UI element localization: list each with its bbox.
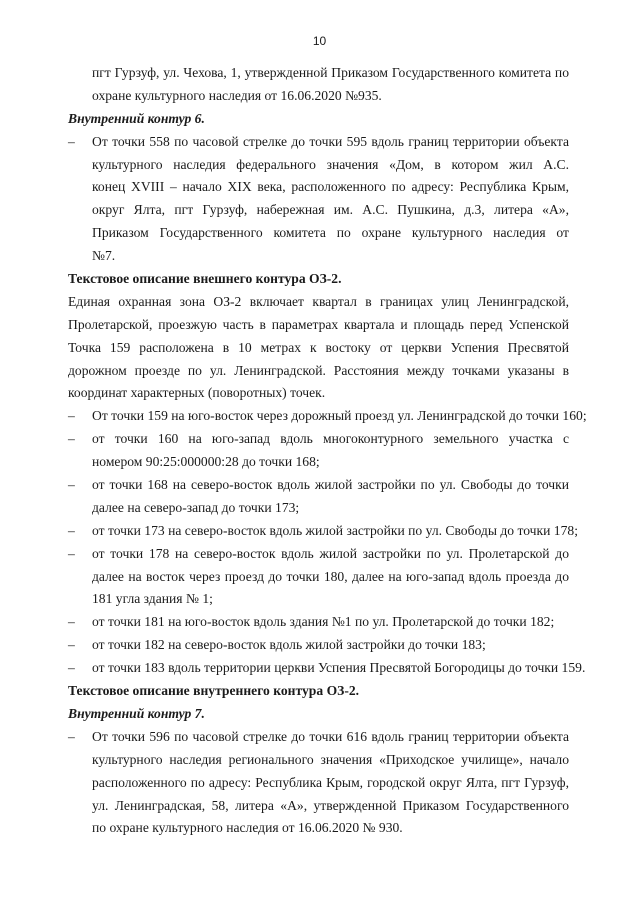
list-item (68, 131, 569, 268)
text-line: от точки 160 на юго-запад вдоль многоконтурного земельного участка с (92, 431, 569, 447)
page-number: 10 (312, 34, 327, 48)
text-line: от точки 181 на юго-восток вдоль здания №1 по ул. Пролетарской до точки 182; (92, 614, 555, 630)
list-item (68, 474, 569, 520)
bullet-dash: – (68, 614, 75, 630)
text-line: конец XVIII – начало XIX века, расположенного по адресу: Республика Крым, (92, 179, 569, 195)
bullet-dash: – (68, 477, 75, 493)
text-line: Пролетарской, проезжую часть в параметрах квартала и площадь перед Успенской (68, 316, 569, 332)
subsection-heading (68, 108, 569, 131)
text-line: Внутренний контур 6. (68, 110, 205, 126)
text-line: по охране культурного наследия от 16.06.2020 № 930. (92, 820, 403, 836)
list-item (68, 611, 569, 634)
bullet-dash: – (68, 408, 75, 424)
text-line: координат характерных (поворотных) точек. (68, 385, 326, 401)
paragraph (68, 291, 569, 405)
text-line: Текстовое описание внутреннего контура ОЗ-2. (68, 683, 360, 699)
document-body (68, 62, 587, 840)
list-item (68, 520, 578, 543)
text-line: Текстовое описание внешнего контура ОЗ-2. (68, 271, 342, 287)
text-line: пгт Гурзуф, ул. Чехова, 1, утвержденной Приказом Государственного комитета по (92, 65, 569, 80)
text-line: охране культурного наследия от 16.06.2020 №935. (92, 87, 382, 103)
text-line: культурного наследия федерального значения «Дом, в котором жил А.С. (92, 156, 569, 172)
text-line: Внутренний контур 7. (68, 705, 205, 721)
bullet-dash: – (68, 133, 75, 149)
text-line: Точка 159 расположена в 10 метрах к востоку от церкви Успения Пресвятой (68, 339, 569, 355)
bullet-dash: – (68, 522, 75, 538)
text-line: от точки 168 на северо-восток вдоль жилой застройки по ул. Свободы до точки (92, 477, 569, 493)
text-line: От точки 596 по часовой стрелке до точки 616 вдоль границ территории объекта (92, 728, 569, 744)
text-line: От точки 159 на юго-восток через дорожный проезд ул. Ленинградской до точки 160; (92, 408, 587, 424)
text-line: от точки 178 на северо-восток вдоль жилой застройки по ул. Пролетарской до (92, 545, 569, 561)
list-item (68, 405, 587, 428)
text-line: от точки 183 вдоль территории церкви Успения Пресвятой Богородицы до точки 159. (92, 660, 586, 676)
paragraph (68, 62, 569, 108)
text-line: ул. Ленинградская, 58, литера «А», утвержденной Приказом Государственного (92, 797, 569, 813)
bullet-dash: – (68, 545, 75, 561)
section-heading (68, 680, 569, 703)
text-line: далее на северо-запад до точки 173; (92, 499, 300, 515)
text-line: расположенного по адресу: Республика Крым, городской округ Ялта, пгт Гурзуф, (92, 774, 569, 790)
text-line: №7. (92, 248, 116, 264)
list-item (68, 543, 569, 612)
bullet-dash: – (68, 431, 75, 447)
text-line: Единая охранная зона ОЗ-2 включает квартал в границах улиц Ленинградской, (68, 293, 569, 309)
text-line: номером 90:25:000000:28 до точки 168; (92, 454, 320, 470)
text-line: культурного наследия регионального значения «Приходское училище», начало (92, 751, 569, 767)
bullet-dash: – (68, 728, 75, 744)
text-line: от точки 182 на северо-восток вдоль жилой застройки до точки 183; (92, 637, 486, 653)
list-item (68, 634, 569, 657)
bullet-dash: – (68, 637, 75, 653)
text-line: округ Ялта, пгт Гурзуф, набережная им. А.С. Пушкина, д.3, литера «А», (92, 202, 569, 218)
text-line: От точки 558 по часовой стрелке до точки 595 вдоль границ территории объекта (92, 133, 569, 149)
text-line: от точки 173 на северо-восток вдоль жилой застройки по ул. Свободы до точки 178; (92, 522, 578, 538)
text-line: 181 угла здания № 1; (92, 591, 213, 607)
text-line: далее на восток через проезд до точки 180, далее на юго-запад вдоль проезда до (92, 568, 569, 584)
text-line: дорожном проезде по ул. Ленинградской. Расстояния между точками указаны в (68, 362, 569, 378)
bullet-dash: – (68, 660, 75, 676)
list-item (68, 657, 586, 680)
subsection-heading (68, 703, 569, 726)
list-item (68, 726, 569, 840)
list-item (68, 428, 569, 474)
text-line: Приказом Государственного комитета по охране культурного наследия от (92, 225, 569, 241)
section-heading (68, 268, 569, 291)
